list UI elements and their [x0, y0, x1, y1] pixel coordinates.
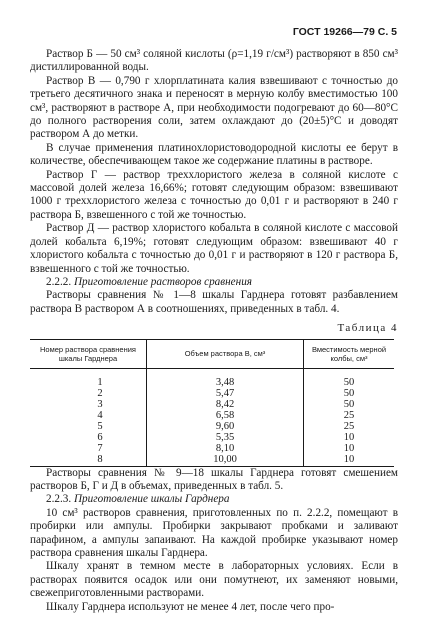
table-row [30, 454, 394, 467]
table-cell: 9,60 [147, 421, 304, 432]
table-cell: 8,42 [147, 399, 304, 410]
paragraph-solution-d: Раствор Д — раствор хлористого кобальта в соляной кислоте с массовой долей кобальта 6,19%; готовят следующим образом: взвешивают 40 г хлористого кобальта с точностью до 0,01 г и растворяют в 120 г раствора Б, взвешенного с той же точностью. [30, 222, 398, 275]
table-cell: 5,47 [147, 388, 304, 399]
section-number: 2.2.3. [46, 493, 72, 506]
paragraph-solution-v: Раствор В — 0,790 г хлорплатината калия взвешивают с точностью до третьего десятичного знака и переносят в мерную колбу вместимостью 100 см³, растворяют в растворе А, при необходимости подогревают до 60—80°С до полного растворения соли, затем охлаждают до (20±5)°С и доводят раствором А до метки. [30, 74, 398, 141]
paragraph-solution-b: Раствор Б — 50 см³ соляной кислоты (ρ=1,19 г/см³) растворяют в 850 см³ дистиллированной воды. [30, 48, 398, 74]
table-cell: 3 [97, 398, 103, 410]
table-cell: 5 [97, 420, 103, 432]
table-cell: 25 [304, 421, 395, 432]
table-row [30, 410, 394, 421]
table-header-cell: Вместимость мерной колбы, см³ [304, 339, 395, 368]
table-cell: 8,10 [147, 443, 304, 454]
table-header-row [30, 339, 394, 368]
table-cell: 4 [97, 409, 103, 421]
table-4 [30, 339, 394, 467]
table-cell: 10 [304, 432, 395, 443]
table-row [30, 443, 394, 454]
table-cell: 7 [97, 442, 103, 454]
table-cell: 2 [97, 387, 103, 399]
table-cell: 3,48 [147, 368, 304, 388]
table-row [30, 421, 394, 432]
table-cell: 6 [97, 431, 103, 443]
document-body [30, 48, 398, 614]
paragraph-after-table: Растворы сравнения № 9—18 шкалы Гарднера готовят смешением растворов Б, Г и Д в объемах, приведенных в табл. 5. [30, 466, 398, 492]
paragraph-solution-g: Раствор Г — раствор треххлористого железа в соляной кислоте с массовой долей железа 16,66%; готовят следующим образом: взвешивают 1000 г треххлористого железа с точностью до 0,01 г и растворяют в 240 г раствора Б, взвешенного с той же точностью. [30, 168, 398, 221]
table-cell: 10,00 [147, 454, 304, 467]
table-caption: Таблица 4 [337, 322, 398, 335]
table-row [30, 368, 394, 388]
table-cell: 1 [97, 376, 103, 388]
paragraph-before-table: Растворы сравнения № 1—8 шкалы Гарднера готовят разбавлением раствора В раствором А в соотношениях, приведенных в табл. 4. [30, 289, 398, 315]
table-header-cell: Объем раствора В, см³ [147, 339, 304, 368]
table-cell: 10 [304, 454, 395, 467]
paragraph-platinum-acid: В случае применения платинохлористоводородной кислоты ее берут в количестве, обеспечивающем такое же содержание платины в растворе. [30, 141, 398, 168]
table-row [30, 399, 394, 410]
table-cell: 50 [304, 368, 395, 388]
table-cell: 25 [304, 410, 395, 421]
table-cell: 8 [30, 454, 147, 467]
table-cell: 5,35 [147, 432, 304, 443]
table-row [30, 432, 394, 443]
section-heading-2-2-2 [30, 276, 398, 289]
table-header-cell: Номер раствора сравнения шкалы Гарднера [30, 339, 147, 368]
table-cell: 50 [304, 399, 395, 410]
section-heading-2-2-3 [30, 493, 398, 506]
table-cell: 10 [304, 443, 395, 454]
table-row [30, 388, 394, 399]
table-cell: 6,58 [147, 410, 304, 421]
paragraph-usage: Шкалу Гарднера используют не менее 4 лет, после чего про- [46, 600, 335, 613]
paragraph-ampoules: 10 см³ растворов сравнения, приготовленных по п. 2.2.2, помещают в пробирки или ампулы. Пробирки закрывают пробками и заливают парафином, а ампулы запаивают. На каждой пробирке указывают номер раствора сравнения шкалы Гарднера. [30, 506, 398, 559]
section-number: 2.2.2. [46, 275, 72, 288]
section-title: Приготовление растворов сравнения [73, 275, 252, 288]
paragraph-storage: Шкалу хранят в темном месте в лабораторных условиях. Если в растворах появится осадок или они помутнеют, их заменяют новыми, свежеприготовленными растворами. [30, 560, 398, 600]
table-cell: 50 [304, 388, 395, 399]
page-header: ГОСТ 19266—79 С. 5 [292, 26, 397, 38]
section-title: Приготовление шкалы Гарднера [73, 493, 230, 506]
